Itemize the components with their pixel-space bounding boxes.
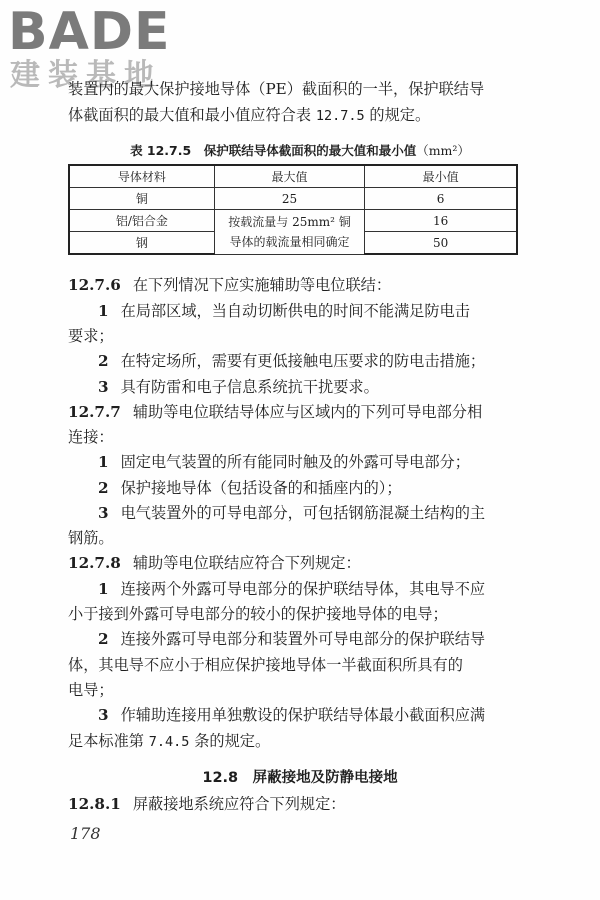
header-material: 导体材料 — [69, 165, 214, 188]
item-line — [98, 579, 568, 599]
clause-text: 在下列情况下应实施辅助等电位联结： — [132, 276, 392, 294]
intro-line-2 — [68, 105, 538, 126]
clause-12-7-6 — [68, 275, 538, 295]
clause-number: 12.7.8 — [68, 554, 121, 572]
merged-text-2: 导体的载流量相同确定 — [229, 234, 350, 249]
section-heading-12-8: 12.8 屏蔽接地及防静电接地 — [202, 770, 398, 786]
table-header-row — [69, 165, 517, 188]
item-line: 钢筋。 — [68, 529, 114, 547]
logo-text-chinese: 建装基地 — [10, 58, 162, 93]
item-line: 体，其电导不应小于相应保护接地导体一半截面积所具有的 — [68, 656, 463, 674]
clause-text: 辅助等电位联结导体应与区域内的下列可导电部分相 — [132, 403, 483, 421]
cell-max-merged — [214, 210, 364, 255]
table-row — [69, 210, 517, 232]
clause-text: 屏蔽接地系统应符合下列规定： — [132, 795, 346, 813]
item-line — [98, 503, 568, 523]
item-line: 电导； — [68, 681, 114, 699]
logo-text-bade: BADE — [8, 2, 171, 62]
cell-min: 50 — [365, 232, 517, 255]
item-line — [68, 731, 538, 752]
clause-12-7-7 — [68, 402, 538, 422]
item-line — [98, 377, 568, 397]
item-line — [98, 705, 568, 725]
page-number: 178 — [70, 824, 101, 843]
clause-line: 连接： — [68, 428, 114, 446]
conductor-size-table — [68, 164, 518, 255]
item-number: 1 — [98, 453, 109, 471]
header-min: 最小值 — [365, 165, 517, 188]
table-reference: 12.7.5 — [315, 108, 365, 124]
cell-material: 铜 — [69, 188, 214, 210]
clause-12-8-1 — [68, 794, 538, 814]
cell-min: 16 — [365, 210, 517, 232]
cell-max: 25 — [214, 188, 364, 210]
item-text: 连接外露可导电部分和装置外可导电部分的保护联结导 — [120, 630, 486, 648]
header-max: 最大值 — [214, 165, 364, 188]
clause-reference: 7.4.5 — [148, 734, 190, 750]
item-text: 在局部区域，当自动切断供电的时间不能满足防电击 — [120, 302, 470, 320]
item-text: 足本标准第 — [68, 732, 149, 750]
item-number: 2 — [98, 352, 109, 370]
item-line — [98, 301, 568, 321]
clause-12-7-8 — [68, 553, 538, 573]
item-number: 1 — [98, 580, 109, 598]
clause-number: 12.7.7 — [68, 403, 121, 421]
item-text: 作辅助连接用单独敷设的保护联结导体最小截面积应满 — [120, 706, 486, 724]
intro-text-end: 的规定。 — [364, 106, 431, 124]
table-caption: 表 12.7.5 保护联结导体截面积的最大值和最小值 — [130, 143, 417, 158]
clause-number: 12.7.6 — [68, 276, 121, 294]
item-number: 2 — [98, 479, 109, 497]
clause-number: 12.8.1 — [68, 795, 121, 813]
item-text: 连接两个外露可导电部分的保护联结导体，其电导不应 — [120, 580, 486, 598]
cell-material: 铝/铝合金 — [69, 210, 214, 232]
intro-line-1: 装置内的最大保护接地导体（PE）截面积的一半，保护联结导 — [68, 80, 485, 98]
item-number: 1 — [98, 302, 109, 320]
table-unit: （mm²） — [416, 143, 470, 158]
cell-min: 6 — [365, 188, 517, 210]
intro-text: 体截面积的最大值和最小值应符合表 — [68, 106, 316, 124]
merged-text-1: 按载流量与 25mm² 铜 — [228, 214, 351, 229]
item-text-end: 条的规定。 — [189, 732, 271, 750]
clause-text: 辅助等电位联结应符合下列规定： — [132, 554, 361, 572]
item-line: 小于接到外露可导电部分的较小的保护接地导体的电导； — [68, 605, 448, 623]
cell-material: 钢 — [69, 232, 214, 255]
item-line — [98, 351, 568, 371]
item-number: 3 — [98, 706, 109, 724]
item-number: 3 — [98, 378, 109, 396]
item-text: 保护接地导体（包括设备的和插座内的）； — [120, 479, 402, 497]
item-number: 3 — [98, 504, 109, 522]
item-line: 要求； — [68, 327, 114, 345]
item-number: 2 — [98, 630, 109, 648]
item-text: 在特定场所，需要有更低接触电压要求的防电击措施； — [120, 352, 486, 370]
item-line — [98, 629, 568, 649]
item-text: 具有防雷和电子信息系统抗干扰要求。 — [120, 378, 379, 396]
table-title — [0, 141, 600, 159]
item-text: 固定电气装置的所有能同时触及的外露可导电部分； — [120, 453, 470, 471]
item-line — [98, 478, 568, 498]
item-line — [98, 452, 568, 472]
table-row — [69, 188, 517, 210]
item-text: 电气装置外的可导电部分，可包括钢筋混凝土结构的主 — [120, 504, 486, 522]
